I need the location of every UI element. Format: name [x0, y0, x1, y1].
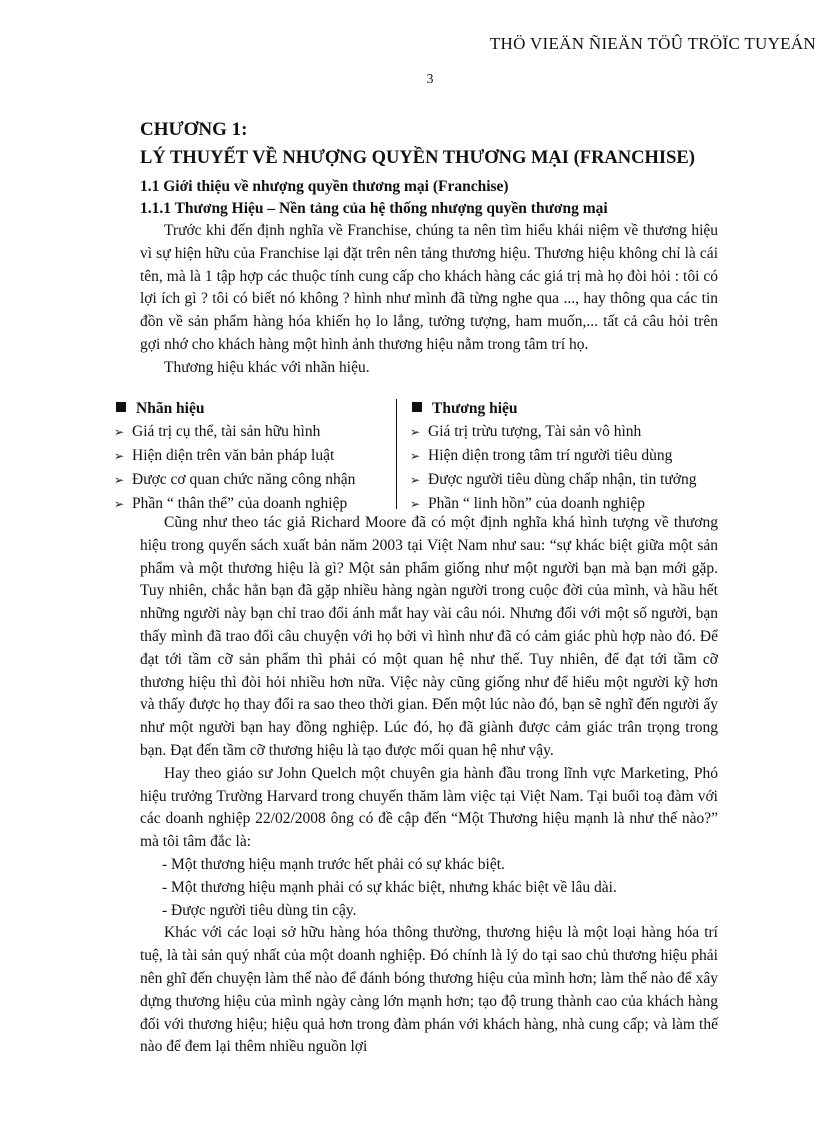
comparison-column-nhan-hieu	[114, 397, 390, 516]
item-text: Phần “ thân thể” của doanh nghiệp	[132, 495, 348, 512]
comparison-item	[410, 444, 724, 468]
comparison-table	[114, 397, 724, 513]
chapter-number: CHƯƠNG 1:	[140, 119, 248, 140]
comparison-heading-left	[114, 397, 390, 420]
paragraph-intro: Trước khi đến định nghĩa về Franchise, chúng ta nên tìm hiểu khái niệm về thương hiệu vì sự hiện hữu của Franchise lại đặt trên nên tảng thương hiệu. Thương hiệu không chỉ là cái tên, mà là 1 tập hợp các thuộc tính cung cấp cho khách hàng các giá trị mà họ đòi hỏi : tôi có lợi ích gì ? tôi có biết nó không ? hình như mình đã từng nghe qua ..., hay thông qua các tin đồn về sản phẩm hàng hóa khiến họ lo lắng, tưởng tượng, ham muốn,... tất cả câu hỏi trên gợi nhớ cho khách hàng một hình ảnh thương hiệu nằm trong tâm trí họ.	[140, 222, 718, 353]
comparison-item	[114, 468, 390, 492]
square-bullet-icon	[116, 402, 126, 412]
item-text: Được cơ quan chức năng công nhận	[132, 471, 356, 488]
comparison-item	[410, 420, 724, 444]
item-text: Giá trị cụ thể, tài sản hữu hình	[132, 423, 321, 440]
section-heading-1-1: 1.1 Giới thiệu về nhượng quyền thương mại (Franchise)	[140, 178, 509, 195]
arrow-bullet-icon: ➢	[410, 497, 421, 511]
heading-text: Thương hiệu	[432, 400, 518, 417]
arrow-bullet-icon: ➢	[114, 425, 125, 439]
square-bullet-icon	[412, 402, 422, 412]
comparison-column-thuong-hieu	[410, 397, 724, 516]
item-text: Phần “ linh hồn” của doanh nghiệp	[428, 495, 645, 512]
arrow-bullet-icon: ➢	[410, 449, 421, 463]
paragraph-closing: Khác với các loại sở hữu hàng hóa thông thường, thương hiệu là một loại hàng hóa trí tuệ, là tài sản quý nhất của một doanh nghiệp. Đó chính là lý do tại sao chủ thương hiệu phải nên ghĩ đến chuyện làm thế nào để đánh bóng thương hiệu của mình hơn; làm thế nào để xây dựng thương hiệu của mình ngày càng lớn mạnh hơn; tạo độ trung thành cao của khách hàng đối với thương hiệu; hiệu quả hơn trong đàm phán với khách hàng, nhà cung cấp; và làm thế nào để đem lại thêm nhiều nguồn lợi	[140, 924, 718, 1056]
body-continued	[140, 512, 718, 1059]
comparison-heading-right	[410, 397, 724, 420]
library-header-title: THÖ VIEÄN ÑIEÄN TÖÛ TRÖÏC TUYEÁN	[489, 34, 816, 53]
list-item: - Được người tiêu dùng tin cậy.	[162, 901, 357, 919]
arrow-bullet-icon: ➢	[114, 497, 125, 511]
page-number: 3	[426, 72, 434, 87]
column-divider	[396, 399, 397, 509]
heading-text: Nhãn hiệu	[136, 400, 205, 417]
paragraph-quelch: Hay theo giáo sư John Quelch một chuyên gia hành đầu trong lĩnh vực Marketing, Phó hiệu trưởng Trường Harvard trong chuyến thăm làm việc tại Việt Nam. Tại buổi toạ đàm với các doanh nghiệp 22/02/2008 ông có đề cập đến “Một Thương hiệu mạnh là như thế nào?” mà tôi tâm đắc là:	[140, 764, 718, 851]
chapter-intro	[140, 118, 718, 380]
item-text: Được người tiêu dùng chấp nhận, tin tưởng	[428, 471, 697, 488]
item-text: Giá trị trừu tượng, Tài sản vô hình	[428, 423, 642, 440]
arrow-bullet-icon: ➢	[410, 425, 421, 439]
comparison-item	[410, 468, 724, 492]
comparison-item	[114, 444, 390, 468]
list-item: - Một thương hiệu mạnh phải có sự khác biệt, nhưng khác biệt về lâu dài.	[162, 878, 617, 896]
section-heading-1-1-1: 1.1.1 Thương Hiệu – Nền tảng của hệ thống nhượng quyền thương mại	[140, 200, 608, 217]
comparison-item	[114, 420, 390, 444]
chapter-title: LÝ THUYẾT VỀ NHƯỢNG QUYỀN THƯƠNG MẠI (FRANCHISE)	[140, 148, 695, 168]
paragraph-moore: Cũng như theo tác giả Richard Moore đã có một định nghĩa khá hình tượng về thương hiệu trong quyển sách xuất bản năm 2003 tại Việt Nam như sau: “sự khác biệt giữa một sản phẩm và một thương hiệu là gì? Một sản phẩm giống như một người bạn mà bạn mới gặp. Tuy nhiên, chắc hẳn bạn đã gặp nhiều hàng ngàn người trong cuộc đời của mình, và hầu hết những người này bạn chỉ trao đổi ánh mắt hay vài câu nói. Nhưng đối với một số người, bạn thấy mình đã trao đổi câu chuyện với họ bởi vì hình như đã có cảm giác phù hợp nào đó. Để đạt tới tầm cỡ sản phẩm thì phải có một quan hệ như thế. Tuy nhiên, để đạt tới tầm cỡ thương hiệu thì đòi hỏi nhiều hơn nữa. Việc này cũng giống như để hiểu một người kỹ hơn và thấy được họ thay đổi ra sao theo thời gian. Đến một lúc nào đó, bạn sẽ nghĩ đến người ấy như một người bạn hay đồng nghiệp. Lúc đó, họ đã giành được cảm giác trân trọng trong bạn. Đạt đến tầm cỡ thương hiệu là tạo được mối quan hệ như vậy.	[140, 514, 718, 759]
arrow-bullet-icon: ➢	[114, 473, 125, 487]
paragraph-difference: Thương hiệu khác với nhãn hiệu.	[164, 358, 370, 376]
item-text: Hiện diện trên văn bản pháp luật	[132, 447, 335, 464]
arrow-bullet-icon: ➢	[114, 449, 125, 463]
arrow-bullet-icon: ➢	[410, 473, 421, 487]
item-text: Hiện diện trong tâm trí người tiêu dùng	[428, 447, 673, 464]
list-item: - Một thương hiệu mạnh trước hết phải có sự khác biệt.	[162, 855, 505, 873]
